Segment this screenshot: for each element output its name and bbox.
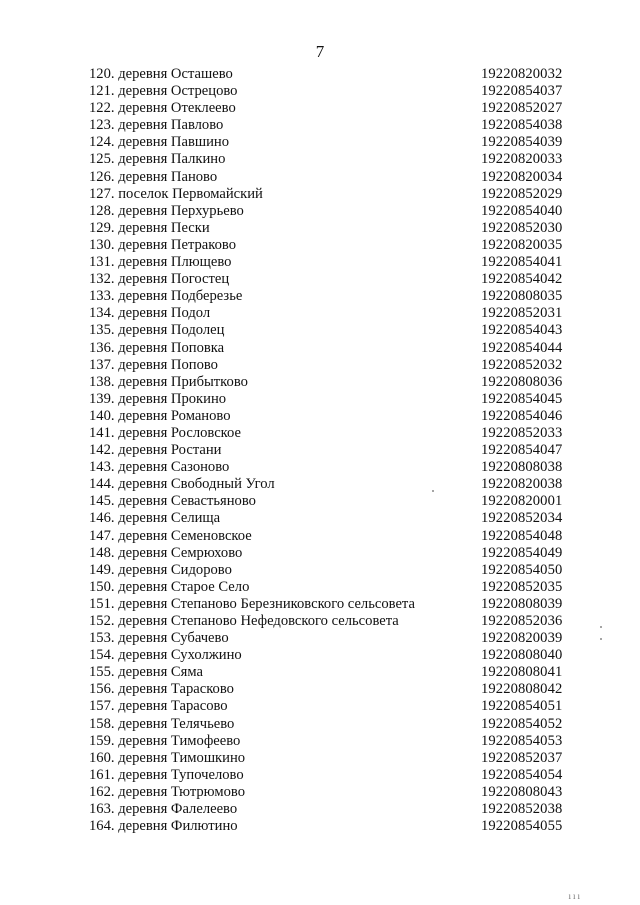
list-item [89,151,579,168]
settlement-code: 19220820034 [481,168,563,185]
settlement-name: 144. деревня Свободный Угол [89,476,275,493]
settlement-code: 19220852034 [481,510,563,527]
scan-speck [600,626,602,628]
settlement-code: 19220854046 [481,407,563,424]
settlement-code: 19220852030 [481,219,563,236]
settlement-code: 19220808043 [481,783,563,800]
list-item [89,220,579,237]
settlement-code: 19220808036 [481,373,563,390]
settlement-code: 19220854053 [481,732,563,749]
settlement-name: 158. деревня Телячьево [89,715,235,732]
list-item [89,374,579,391]
list-item [89,698,579,715]
settlement-code: 19220854054 [481,766,563,783]
settlement-code: 19220854037 [481,83,563,100]
settlement-code: 19220852029 [481,185,563,202]
settlement-name: 143. деревня Сазоново [89,459,230,476]
settlement-list [89,66,579,835]
settlement-name: 159. деревня Тимофеево [89,732,241,749]
settlement-code: 19220854039 [481,134,563,151]
settlement-name: 132. деревня Погостец [89,271,230,288]
list-item [89,305,579,322]
settlement-code: 19220820033 [481,151,563,168]
settlement-code: 19220820038 [481,476,563,493]
settlement-code: 19220852031 [481,305,563,322]
scan-corner-mark: ııı [568,891,582,901]
settlement-name: 129. деревня Пески [89,219,210,236]
list-item [89,271,579,288]
settlement-name: 124. деревня Павшино [89,134,229,151]
settlement-code: 19220852038 [481,801,563,818]
settlement-name: 164. деревня Филютино [89,818,238,835]
settlement-code: 19220808042 [481,681,563,698]
list-item [89,83,579,100]
list-item [89,322,579,339]
settlement-code: 19220852037 [481,749,563,766]
settlement-name: 152. деревня Степаново Нефедовского сельсовета [89,613,399,629]
list-item [89,357,579,374]
settlement-name: 147. деревня Семеновское [89,527,252,544]
settlement-code: 19220854048 [481,527,563,544]
settlement-name: 123. деревня Павлово [89,117,224,134]
settlement-name: 139. деревня Прокино [89,390,227,407]
settlement-code: 19220808039 [481,595,563,612]
list-item [89,750,579,767]
settlement-code: 19220854055 [481,818,563,835]
settlement-code: 19220852033 [481,424,563,441]
settlement-code: 19220854052 [481,715,563,732]
settlement-name: 126. деревня Паново [89,168,218,185]
settlement-code: 19220854047 [481,442,563,459]
list-item [89,288,579,305]
list-item [89,613,579,630]
settlement-code: 19220854043 [481,322,563,339]
list-item [89,408,579,425]
settlement-name: 160. деревня Тимошкино [89,749,246,766]
list-item [89,647,579,664]
settlement-code: 19220854049 [481,544,563,561]
list-item [89,733,579,750]
settlement-name: 138. деревня Прибытково [89,373,248,390]
list-item [89,493,579,510]
settlement-code: 19220820001 [481,493,563,510]
list-item [89,562,579,579]
list-item [89,664,579,681]
list-item [89,630,579,647]
list-item [89,391,579,408]
settlement-name: 125. деревня Палкино [89,151,226,168]
settlement-name: 142. деревня Ростани [89,442,222,459]
settlement-code: 19220852036 [481,613,563,629]
list-item [89,237,579,254]
settlement-code: 19220808038 [481,459,563,476]
settlement-name: 133. деревня Подберезье [89,288,243,305]
list-item [89,459,579,476]
settlement-code: 19220854041 [481,254,563,271]
settlement-code: 19220808040 [481,647,563,664]
list-item [89,66,579,83]
settlement-name: 151. деревня Степаново Березниковского сельсовета [89,595,415,612]
settlement-name: 141. деревня Рословское [89,424,241,441]
settlement-code: 19220854044 [481,339,563,356]
settlement-name: 161. деревня Тупочелово [89,766,244,783]
list-item [89,340,579,357]
list-item [89,681,579,698]
settlement-name: 163. деревня Фалелеево [89,801,238,818]
settlement-code: 19220808035 [481,288,563,305]
settlement-name: 136. деревня Поповка [89,339,225,356]
settlement-name: 145. деревня Севастьяново [89,493,256,510]
page-number: 7 [315,42,325,61]
settlement-name: 146. деревня Селища [89,510,221,527]
list-item [89,203,579,220]
settlement-name: 155. деревня Сяма [89,664,203,681]
settlement-code: 19220854051 [481,698,563,715]
settlement-name: 154. деревня Сухолжино [89,647,242,664]
settlement-code: 19220808041 [481,664,563,681]
list-item [89,425,579,442]
settlement-code: 19220852032 [481,356,563,373]
settlement-code: 19220820039 [481,630,563,647]
settlement-name: 162. деревня Тютрюмово [89,783,246,800]
list-item [89,767,579,784]
settlement-name: 157. деревня Тарасово [89,698,228,715]
settlement-name: 150. деревня Старое Село [89,578,250,595]
settlement-name: 137. деревня Попово [89,356,218,373]
settlement-code: 19220854038 [481,117,563,134]
settlement-name: 128. деревня Перхурьево [89,202,244,219]
list-item [89,596,579,613]
list-item [89,254,579,271]
settlement-name: 149. деревня Сидорово [89,561,232,578]
list-item [89,510,579,527]
list-item [89,117,579,134]
settlement-name: 130. деревня Петраково [89,236,237,253]
list-item [89,169,579,186]
settlement-code: 19220854040 [481,202,563,219]
settlement-name: 121. деревня Острецово [89,83,238,100]
list-item [89,528,579,545]
list-item [89,801,579,818]
settlement-name: 131. деревня Плющево [89,254,232,271]
scan-speck [432,490,434,492]
list-item [89,100,579,117]
settlement-name: 156. деревня Тарасково [89,681,234,698]
list-item [89,134,579,151]
settlement-name: 135. деревня Подолец [89,322,225,339]
settlement-name: 134. деревня Подол [89,305,211,322]
list-item [89,186,579,203]
settlement-code: 19220854050 [481,561,563,578]
settlement-code: 19220852027 [481,100,563,117]
settlement-name: 122. деревня Отеклеево [89,100,236,117]
settlement-code: 19220852035 [481,578,563,595]
settlement-code: 19220854042 [481,271,563,288]
list-item [89,579,579,596]
settlement-name: 148. деревня Семрюхово [89,544,243,561]
settlement-name: 153. деревня Субачево [89,630,229,647]
scan-speck [600,638,602,640]
settlement-code: 19220820032 [481,66,563,82]
settlement-code: 19220820035 [481,236,563,253]
list-item [89,442,579,459]
settlement-name: 127. поселок Первомайский [89,185,263,202]
settlement-name: 140. деревня Романово [89,407,231,424]
list-item [89,784,579,801]
settlement-code: 19220854045 [481,390,563,407]
list-item [89,545,579,562]
list-item [89,716,579,733]
settlement-name: 120. деревня Осташево [89,66,233,82]
list-item [89,476,579,493]
list-item [89,818,579,835]
